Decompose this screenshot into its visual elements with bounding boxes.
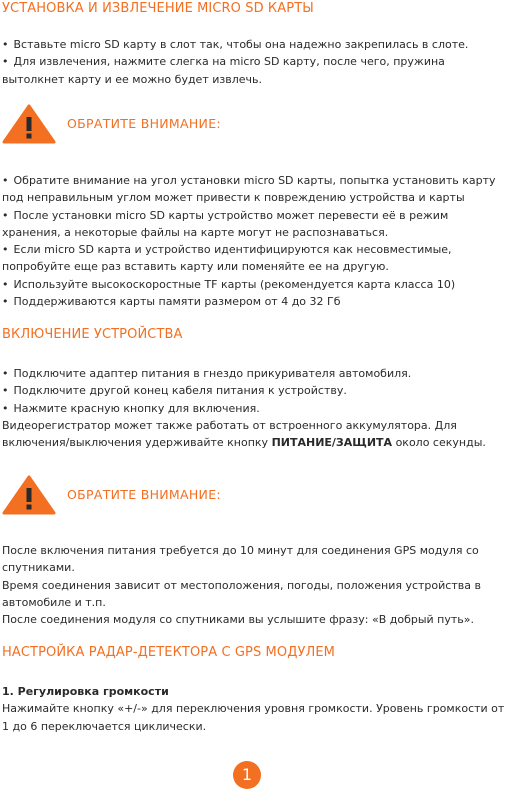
section-title-power-on: ВКЛЮЧЕНИЕ УСТРОЙСТВА [2,327,183,342]
paragraph: После соединения модуля со спутниками вы услышите фразу: «В добрый путь». [2,613,474,627]
list-item: • Используйте высокоскоростные TF карты (рекомендуется карта класса 10) [2,276,506,293]
warning-title: ОБРАТИТЕ ВНИМАНИЕ: [67,487,221,502]
subsection-title: 1. Регулировка громкости [2,685,169,698]
list-item: • Обратите внимание на угол установки micro SD карты, попытка установить карту под неправильным углом может привести к повреждению устройства и карты [2,172,506,207]
section-title-sd-card: УСТАНОВКА И ИЗВЛЕЧЕНИЕ MICRO SD КАРТЫ [2,1,314,16]
warning-triangle-icon [2,104,56,144]
section-title-radar: НАСТРОЙКА РАДАР-ДЕТЕКТОРА С GPS МОДУЛЕМ [2,645,335,660]
list-item: • Поддерживаются карты памяти размером от 4 до 32 Гб [2,293,506,310]
paragraph: Время соединения зависит от местоположения, погоды, положения устройства в автомобиле и т.п. [2,578,481,609]
power-on-paragraph: Видеорегистратор может также работать от встроенного аккумулятора. Для включения/выключения удерживайте кнопку ПИТАНИЕ/ЗАЩИТА около секунды. [2,418,486,450]
power-on-instructions [2,365,506,451]
list-item: • Нажмите красную кнопку для включения. [2,400,506,417]
list-item: • Вставьте micro SD карту в слот так, чтобы она надежно закрепилась в слоте. [2,36,506,53]
radar-settings [2,683,506,735]
list-item: • Для извлечения, нажмите слегка на micro SD карту, после чего, пружина вытолкнет карту и ее можно будет извлечь. [2,53,506,88]
paragraph: Нажимайте кнопку «+/-» для переключения уровня громкости. Уровень громкости от 1 до 6 переключается циклически. [2,702,505,733]
list-item: • После установки micro SD карты устройство может перевести её в режим хранения, а некоторые файлы на карте могут не распознаваться. [2,207,506,242]
warning-title: ОБРАТИТЕ ВНИМАНИЕ: [67,116,221,131]
warning-2-text [2,542,506,628]
warning-callout-2 [0,475,260,515]
power-button-name: ПИТАНИЕ/ЗАЩИТА [271,436,393,450]
list-item: • Если micro SD карта и устройство идентифицируются как несовместимые, попробуйте еще раз вставить карту или поменяйте ее на другую. [2,241,506,276]
paragraph: После включения питания требуется до 10 минут для соединения GPS модуля со спутниками. [2,544,479,575]
warning-callout-1 [0,104,260,144]
list-item: • Подключите адаптер питания в гнездо прикуривателя автомобиля. [2,365,506,382]
warning-1-list [2,172,506,310]
sd-card-instructions [2,36,506,88]
warning-triangle-icon [2,475,56,515]
page-number: 1 [233,761,261,789]
list-item: • Подключите другой конец кабеля питания к устройству. [2,382,506,399]
